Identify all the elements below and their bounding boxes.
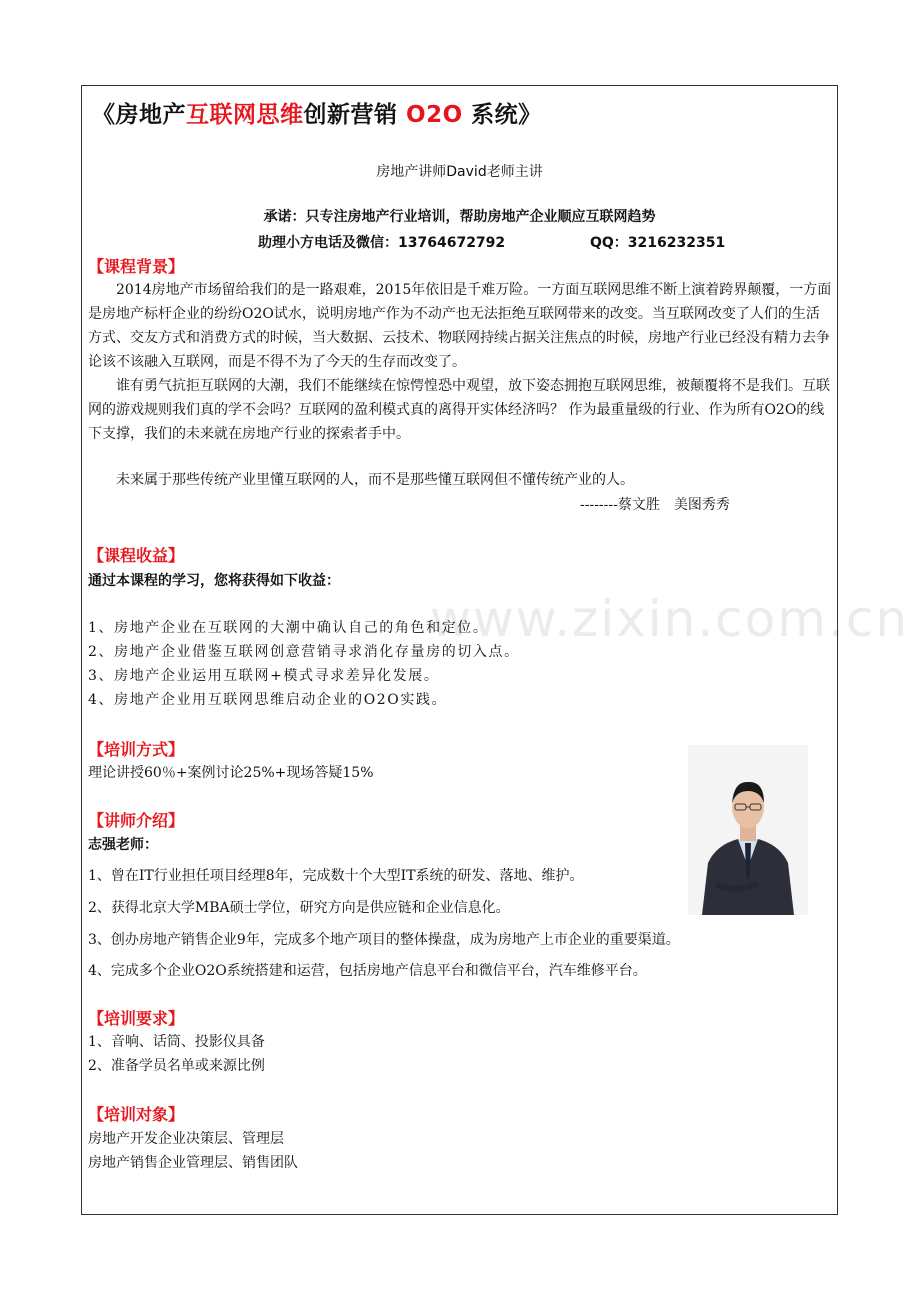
method-text: 理论讲授60％+案例讨论25%+现场答疑15% (88, 765, 374, 781)
audience-item: 房地产开发企业决策层、管理层 (88, 1131, 284, 1147)
requirement-item: 1、音响、话筒、投影仪具备 (88, 1034, 265, 1050)
subtitle: 房地产讲师David老师主讲 (376, 164, 543, 180)
audience-item: 房地产销售企业管理层、销售团队 (88, 1155, 298, 1171)
lecturer-portrait-image (688, 745, 808, 915)
lecturer-photo (688, 745, 808, 915)
title-highlight-internet-thinking: 互联网思维 (186, 102, 304, 128)
background-paragraph-2: 谁有勇气抗拒互联网的大潮，我们不能继续在惊愕惶恐中观望，放下姿态拥抱互联网思维，被颠覆将不是我们。互联网的游戏规则我们真的学不会吗？互联网的盈利模式真的离得开实体经济吗？ 作为最重量级的行业、作为所有O2O的线下支撑，我们的未来就在房地产行业的探索者手中。 (88, 378, 830, 442)
benefits-intro: 通过本课程的学习，您将获得如下收益： (88, 573, 340, 589)
quote-signature: --------蔡文胜 美图秀秀 (580, 497, 730, 513)
benefit-item: 4、房地产企业用互联网思维启动企业的O2O实践。 (88, 692, 448, 708)
lecturer-name: 志强老师： (88, 837, 158, 853)
qq-number: QQ：3216232351 (590, 235, 726, 251)
background-quote: 未来属于那些传统产业里懂互联网的人，而不是那些懂互联网但不懂传统产业的人。 (116, 472, 634, 488)
lecturer-item: 2、获得北京大学MBA硕士学位，研究方向是供应链和企业信息化。 (88, 900, 510, 916)
section-heading-method: 【培训方式】 (88, 740, 185, 759)
title-highlight-o2o: O2O (406, 102, 463, 128)
lecturer-item: 4、完成多个企业O2O系统搭建和运营，包括房地产信息平台和微信平台，汽车维修平台。 (88, 963, 647, 979)
benefit-item: 1、房地产企业在互联网的大潮中确认自己的角色和定位。 (88, 620, 489, 636)
title-open: 《房地产 (92, 102, 186, 128)
section-heading-audience: 【培训对象】 (88, 1105, 185, 1124)
title-middle: 创新营销 (303, 102, 407, 128)
title-close: 系统》 (462, 102, 542, 128)
promise-line: 承诺：只专注房地产行业培训，帮助房地产企业顺应互联网趋势 (263, 209, 656, 225)
background-paragraph-1: 2014房地产市场留给我们的是一路艰难，2015年依旧是千难万险。一方面互联网思维不断上演着跨界颠覆，一方面是房地产标杆企业的纷纷O2O试水，说明房地产作为不动产也无法拒绝互联网带来的改变。当互联网改变了人们的生活方式、交友方式和消费方式的时候，当大数据、云技术、物联网持续占据关注焦点的时候，房地产行业已经没有精力去争论该不该融入互联网，而是不得不为了今天的生存而改变了。 (88, 282, 832, 370)
section-heading-benefits: 【课程收益】 (88, 546, 185, 565)
lecturer-item: 3、创办房地产销售企业9年，完成多个地产项目的整体操盘，成为房地产上市企业的重要渠道。 (88, 932, 680, 948)
lecturer-item: 1、曾在IT行业担任项目经理8年，完成数十个大型IT系统的研发、落地、维护。 (88, 868, 584, 884)
assistant-phone: 助理小方电话及微信：13764672792 (258, 235, 506, 251)
section-heading-requirements: 【培训要求】 (88, 1009, 185, 1028)
document-title (92, 96, 542, 129)
requirement-item: 2、准备学员名单或来源比例 (88, 1058, 265, 1074)
section-heading-lecturer: 【讲师介绍】 (88, 811, 185, 830)
watermark-text: www.zixin.com.cn (430, 590, 910, 648)
section-heading-background: 【课程背景】 (88, 257, 185, 276)
benefit-item: 3、房地产企业运用互联网+模式寻求差异化发展。 (88, 668, 440, 684)
benefit-item: 2、房地产企业借鉴互联网创意营销寻求消化存量房的切入点。 (88, 644, 520, 660)
